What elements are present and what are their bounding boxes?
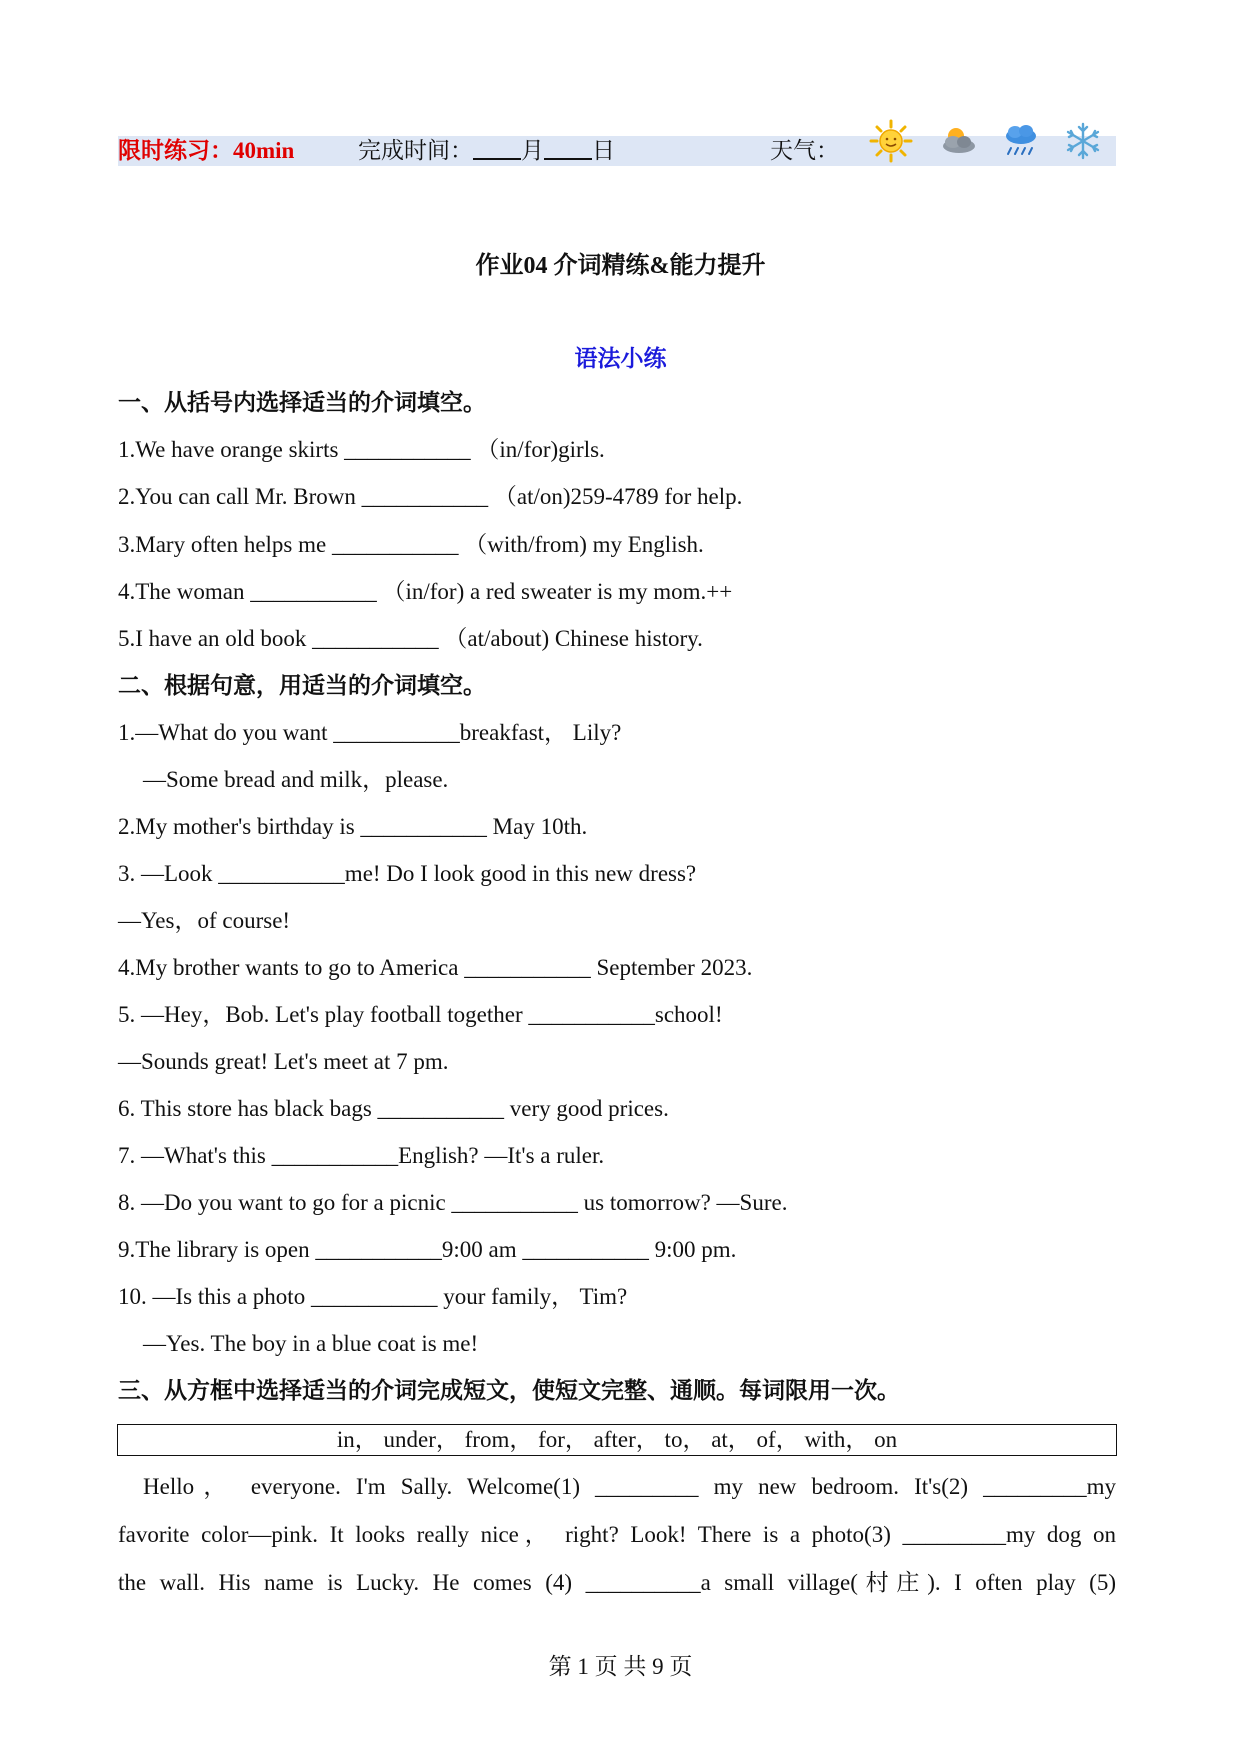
exercise-item: 9.The library is open ___________9:00 am ___________ 9:00 pm. [118,1237,737,1262]
passage-line: favorite color—pink. It looks really nice， right? Look! There is a photo(3) _________my dog on [118,1522,1116,1547]
passage-line: Hello， everyone. I'm Sally. Welcome(1) _________ my new bedroom. It's(2) _________my [143,1474,1116,1499]
exercise-item: 7. —What's this ___________English? —It's a ruler. [118,1143,605,1168]
passage-line: the wall. His name is Lucky. He comes (4) __________a small village(村庄). I often play (5) [118,1570,1116,1595]
section-3-heading: 三、从方框中选择适当的介词完成短文，使短文完整、通顺。每词限用一次。 [118,1378,900,1403]
exercise-item: 6. This store has black bags ___________ very good prices. [118,1096,669,1121]
exercise-item: 2.My mother's birthday is ___________ May 10th. [118,814,588,839]
exercise-reply: —Sounds great! Let's meet at 7 pm. [118,1049,449,1074]
page-number: 第 1 页 共 9 页 [548,1654,693,1679]
weather-label: 天气： [770,138,839,163]
exercise-item: 1.We have orange skirts ___________ （in/for)girls. [118,437,605,462]
exercise-item: 4.The woman ___________ （in/for) a red sweater is my mom.++ [118,579,733,604]
exercise-reply: —Yes，of course! [118,908,291,933]
exercise-item: 4.My brother wants to go to America ___________ September 2023. [118,955,753,980]
time-limit: 限时练习：40min [118,138,295,163]
section-2-heading: 二、根据句意，用适当的介词填空。 [118,673,486,698]
day-blank[interactable] [544,136,592,160]
rain-icon[interactable] [998,118,1044,164]
exercise-item: 10. —Is this a photo ___________ your family， Tim? [118,1284,628,1309]
section-subtitle: 语法小练 [574,346,667,371]
exercise-item: 3.Mary often helps me ___________ （with/from) my English. [118,532,704,557]
word-box: in， under， from， for， after， to， at， of， with， on [117,1424,1117,1456]
exercise-item: 5. —Hey，Bob. Let's play football together ___________school! [118,1002,723,1027]
snowflake-icon[interactable] [1060,118,1106,164]
exercise-item: 3. —Look ___________me! Do I look good in this new dress? [118,861,697,886]
month-blank[interactable] [473,136,521,160]
section-1-heading: 一、从括号内选择适当的介词填空。 [118,390,486,415]
exercise-item: 5.I have an old book ___________ （at/about) Chinese history. [118,626,703,651]
exercise-reply: —Yes. The boy in a blue coat is me! [143,1331,479,1356]
exercise-reply: —Some bread and milk，please. [143,767,449,792]
partly-cloudy-icon[interactable] [934,118,980,164]
finish-time: 完成时间： 月 日 [358,138,615,163]
exercise-item: 1.—What do you want ___________breakfast， Lily? [118,720,622,745]
exercise-item: 2.You can call Mr. Brown ___________ （at/on)259-4789 for help. [118,484,743,509]
sun-icon[interactable] [868,118,914,164]
exercise-item: 8. —Do you want to go for a picnic ___________ us tomorrow? —Sure. [118,1190,788,1215]
page-title: 作业04 介词精练&能力提升 [475,253,766,279]
